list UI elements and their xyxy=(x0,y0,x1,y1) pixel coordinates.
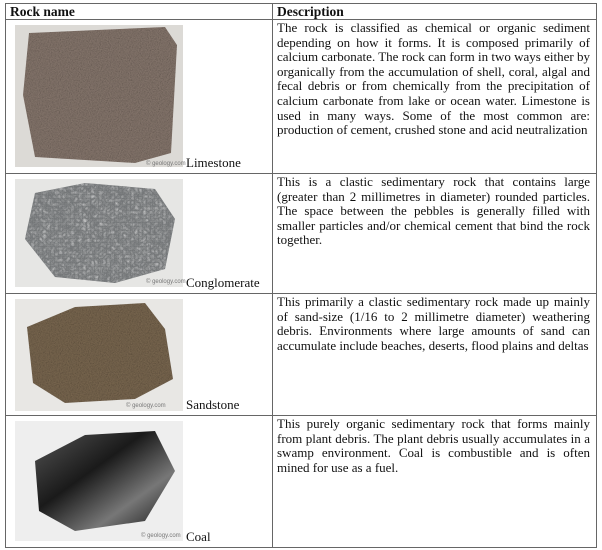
rock-cell xyxy=(6,416,273,548)
watermark: © geology.com xyxy=(126,403,166,409)
coal-image xyxy=(15,421,183,541)
rock-table xyxy=(5,3,597,548)
rock-name: Coal xyxy=(186,529,211,544)
rock-name: Limestone xyxy=(186,155,241,170)
watermark: © geology.com xyxy=(146,279,186,285)
rock-description: The rock is classified as chemical or organic sediment depending on how it forms. It is composed primarily of calcium carbonate. The rock can form in two ways either by organically from the accumulation of shell, coral, algal and fecal debris or from chemically from the precipitation of calcium carbonate from lake or ocean water. Limestone is used in many ways. Some of the most common are: production of cement, crushed stone and acid neutralization xyxy=(273,20,597,174)
rock-cell xyxy=(6,20,273,174)
watermark: © geology.com xyxy=(141,533,181,539)
table-row xyxy=(6,294,597,416)
conglomerate-image xyxy=(15,179,183,287)
table-row xyxy=(6,174,597,294)
header-description: Description xyxy=(273,4,597,20)
rock-name: Conglomerate xyxy=(186,275,260,290)
rock-description: This purely organic sedimentary rock that forms mainly from plant debris. The plant debris usually accumulates in a swamp environment. Coal is combustible and is often mined for use as a fuel. xyxy=(273,416,597,548)
rock-cell xyxy=(6,294,273,416)
header-row xyxy=(6,4,597,20)
sandstone-image xyxy=(15,299,183,411)
rock-description: This primarily a clastic sedimentary rock made up mainly of sand-size (1/16 to 2 millimetre diameter) weathering debris. Environments where large amounts of sand can accumulate include beaches, deserts, flood plains and deltas xyxy=(273,294,597,416)
table-row xyxy=(6,20,597,174)
watermark: © geology.com xyxy=(146,161,186,167)
table-row xyxy=(6,416,597,548)
rock-name: Sandstone xyxy=(186,397,240,412)
rock-description: This is a clastic sedimentary rock that contains large (greater than 2 millimetres in diameter) rounded particles. The space between the pebbles is generally filled with smaller particles and/or chemical cement that bind the rock together. xyxy=(273,174,597,294)
header-rock-name: Rock name xyxy=(6,4,273,20)
rock-cell xyxy=(6,174,273,294)
limestone-image xyxy=(15,25,183,167)
